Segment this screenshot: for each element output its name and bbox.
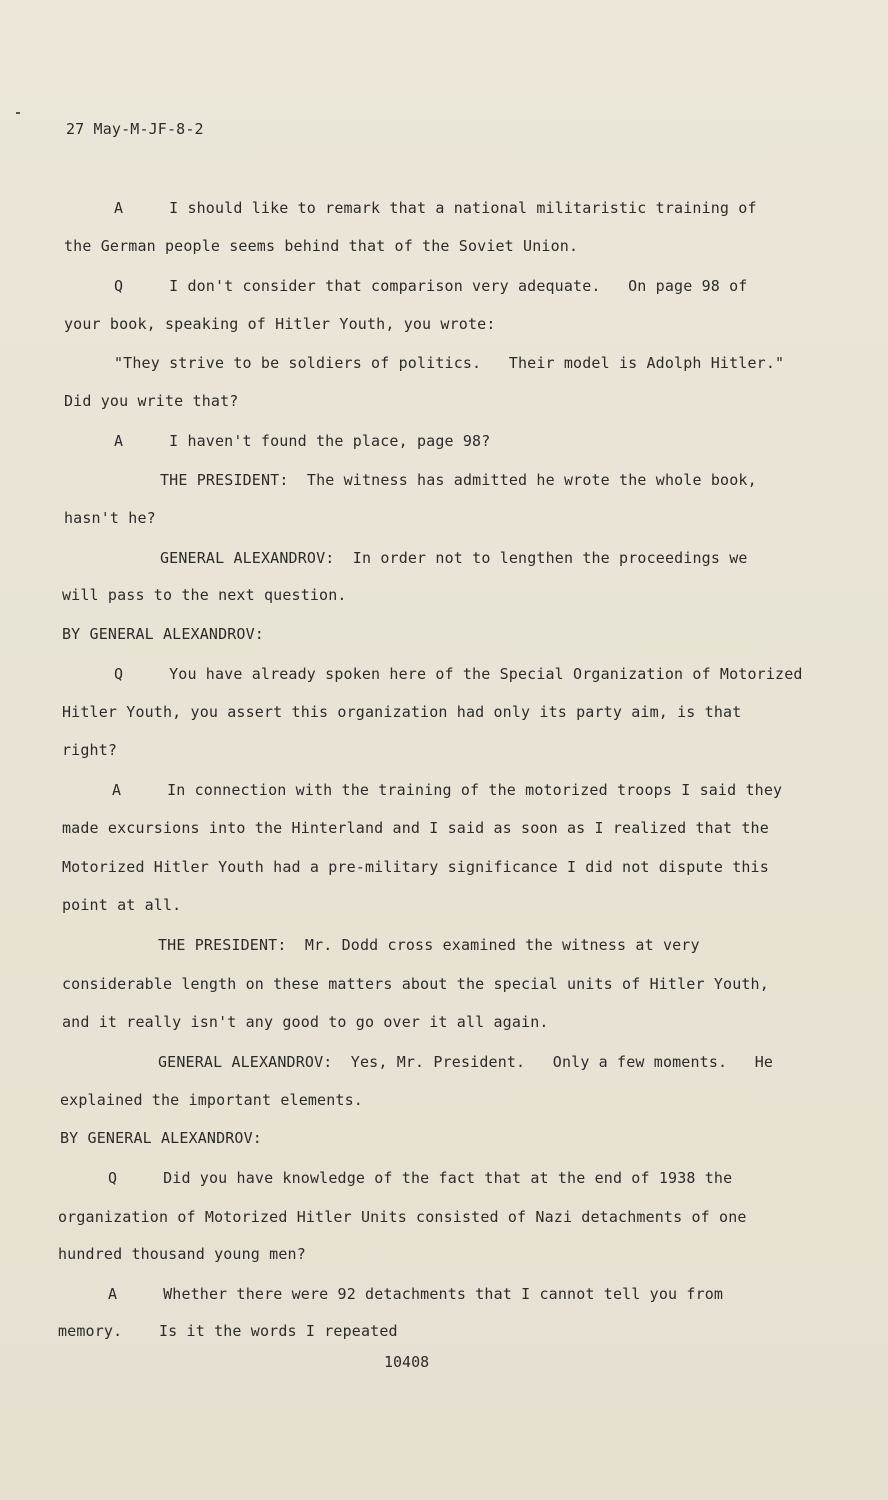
text-line: hasn't he? xyxy=(64,509,156,527)
text-line: memory. Is it the words I repeated xyxy=(58,1322,398,1340)
text-line: explained the important elements. xyxy=(60,1091,363,1109)
text-line: right? xyxy=(62,741,118,759)
text-line: "They strive to be soldiers of politics. Their model is Adolph Hitler." xyxy=(114,354,785,372)
text-line: Did you write that? xyxy=(64,392,239,410)
text-line: the German people seems behind that of the Soviet Union. xyxy=(64,237,579,255)
text-line: Q I don't consider that comparison very adequate. On page 98 of xyxy=(114,277,748,295)
margin-mark xyxy=(16,112,20,114)
text-line: A I should like to remark that a national militaristic training of xyxy=(114,199,757,217)
text-line: organization of Motorized Hitler Units consisted of Nazi detachments of one xyxy=(58,1208,747,1226)
text-line: made excursions into the Hinterland and I said as soon as I realized that the xyxy=(62,819,769,837)
text-line: THE PRESIDENT: Mr. Dodd cross examined the witness at very xyxy=(158,936,700,954)
section-heading: BY GENERAL ALEXANDROV: xyxy=(62,625,264,643)
text-line: GENERAL ALEXANDROV: Yes, Mr. President. Only a few moments. He xyxy=(158,1053,774,1071)
text-line: Q Did you have knowledge of the fact that at the end of 1938 the xyxy=(108,1169,733,1187)
text-line: Hitler Youth, you assert this organization had only its party aim, is that xyxy=(62,703,742,721)
text-line: A In connection with the training of the motorized troops I said they xyxy=(112,781,783,799)
text-line: point at all. xyxy=(62,896,182,914)
page-number: 10408 xyxy=(384,1353,430,1371)
text-line: A Whether there were 92 detachments that I cannot tell you from xyxy=(108,1285,724,1303)
text-line: THE PRESIDENT: The witness has admitted he wrote the whole book, xyxy=(160,471,757,489)
section-heading: BY GENERAL ALEXANDROV: xyxy=(60,1129,262,1147)
text-line: GENERAL ALEXANDROV: In order not to lengthen the proceedings we xyxy=(160,549,748,567)
text-line: Motorized Hitler Youth had a pre-military significance I did not dispute this xyxy=(62,858,769,876)
text-line: and it really isn't any good to go over it all again. xyxy=(62,1013,549,1031)
text-line: your book, speaking of Hitler Youth, you wrote: xyxy=(64,315,496,333)
text-line: hundred thousand young men? xyxy=(58,1245,306,1263)
text-line: A I haven't found the place, page 98? xyxy=(114,432,491,450)
text-line: considerable length on these matters about the special units of Hitler Youth, xyxy=(62,975,769,993)
text-line: Q You have already spoken here of the Special Organization of Motorized xyxy=(114,665,803,683)
document-reference: 27 May-M-JF-8-2 xyxy=(66,120,204,138)
text-line: will pass to the next question. xyxy=(62,586,347,604)
